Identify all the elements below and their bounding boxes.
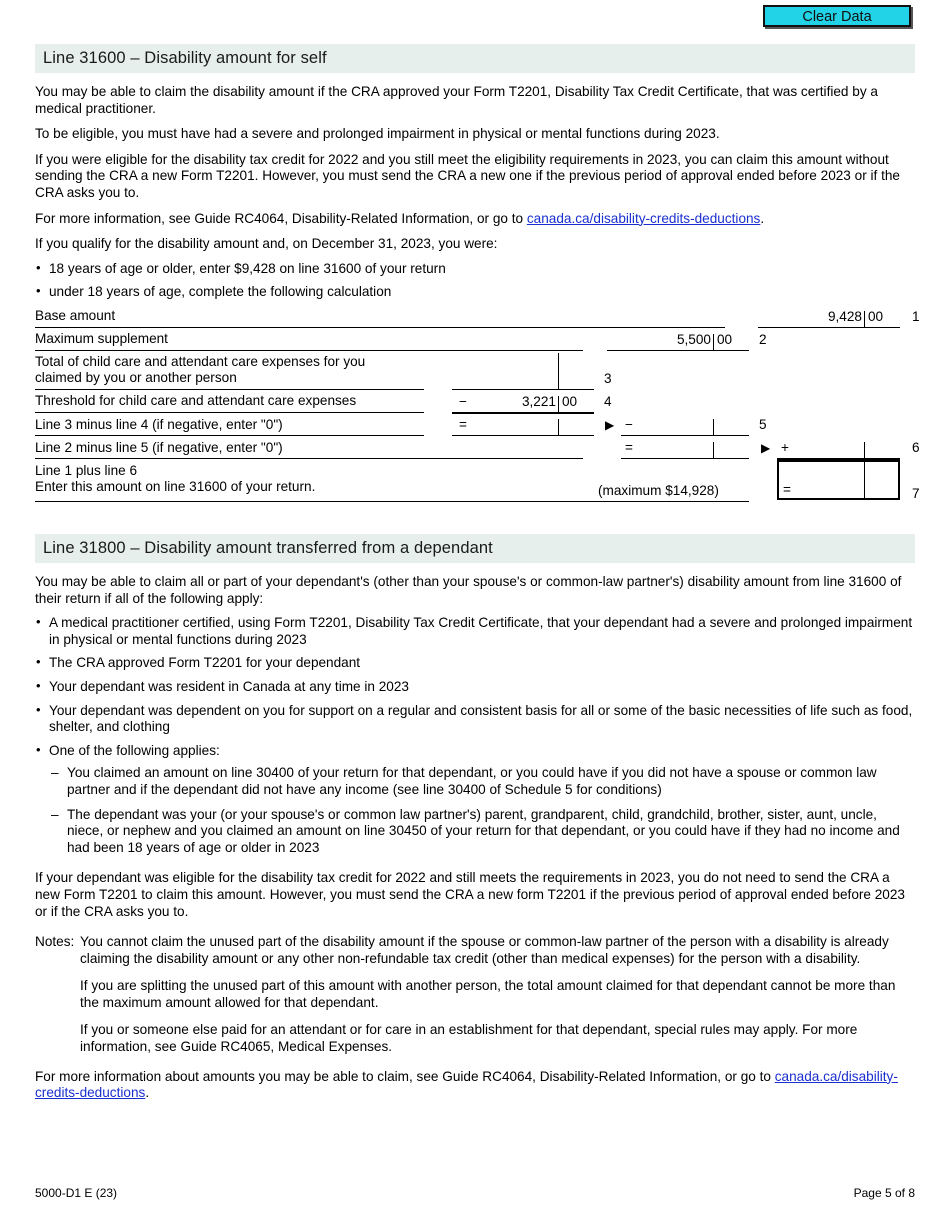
calc-row5-label: Line 3 minus line 4 (if negative, enter "0") xyxy=(35,417,283,432)
calc-row6-field-rule xyxy=(621,458,749,459)
section-31600-heading: Line 31600 – Disability amount for self xyxy=(35,44,915,73)
calc-row5-decimal-bar-left xyxy=(558,419,559,435)
list-item: • A medical practitioner certified, using Form T2201, Disability Tax Credit Certificate, that your dependant had a severe and prolonged impairment in physical or mental functions during 2023 xyxy=(35,615,915,648)
calc-row5-decimal-bar-right xyxy=(713,419,714,435)
page-footer xyxy=(35,1186,915,1200)
link-disability-credits-deductions-1[interactable]: canada.ca/disability-credits-deductions xyxy=(526,210,761,226)
para-claim-eligibility: You may be able to claim the disability amount if the CRA approved your Form T2201, Disability Tax Credit Certificate, that was certified by a medical practitioner. xyxy=(35,84,878,116)
para-severe-prolonged: To be eligible, you must have had a severe and prolonged impairment in physical or mental functions during 2023. xyxy=(35,126,720,142)
para-more-info-2-post: . xyxy=(145,1085,150,1101)
calc-row5-arrow-icon: ▶ xyxy=(605,418,615,432)
section-31600 xyxy=(35,44,915,308)
calc-row3-decimal-bar xyxy=(558,353,559,389)
calc-row6-rule xyxy=(35,458,583,459)
calc-row4-field-rule xyxy=(452,412,594,414)
para-qualify-intro: If you qualify for the disability amount and, on December 31, 2023, you were: xyxy=(35,236,498,252)
calc-row5-field-rule xyxy=(452,435,594,436)
calc-row4-decimal-bar xyxy=(558,396,559,412)
calc-row2-amount: 5,500 xyxy=(676,332,711,347)
calc-row7-result-box[interactable] xyxy=(777,460,900,500)
calc-row6-decimal-bar-right xyxy=(864,442,865,458)
list-transfer-conditions xyxy=(35,615,915,759)
calc-row3-number: 3 xyxy=(604,371,612,386)
calc-row5-rule xyxy=(35,435,424,436)
calc-row3-rule xyxy=(35,389,424,390)
calc-row1-amount: 9,428 xyxy=(827,309,862,324)
calc-row1-decimal-bar xyxy=(864,311,865,327)
form-code: 5000-D1 E (23) xyxy=(35,1186,118,1200)
calc-row5-number: 5 xyxy=(759,417,767,432)
list-item: – The dependant was your (or your spouse's or common law partner's) parent, grandparent, child, grandchild, brother, sister, aunt, uncle, niece, or nephew and you claimed an amount on line 30450 of your return for that dependant, or you could have if they had no income and had been 18 years of age or older in 2023 xyxy=(49,807,915,857)
para-more-info-1 xyxy=(35,211,915,228)
calc-row5-operator-left: = xyxy=(459,417,467,432)
calc-row4-amount: 3,221 xyxy=(521,394,556,409)
calc-row6-decimal-bar-left xyxy=(713,442,714,458)
calc-row1-field-rule xyxy=(758,327,900,328)
notes-first-row xyxy=(35,934,915,967)
clear-data-button[interactable]: Clear Data xyxy=(763,5,911,27)
calc-row2-label: Maximum supplement xyxy=(35,331,168,346)
calc-row4-cents: 00 xyxy=(562,394,578,409)
para-more-info-1-post: . xyxy=(760,210,765,226)
calc-row7-rule xyxy=(35,501,749,502)
section-31800-heading: Line 31800 – Disability amount transferred from a dependant xyxy=(35,534,915,563)
list-item: • One of the following applies: xyxy=(35,743,915,760)
calc-row6-operator-right: + xyxy=(781,440,789,455)
notes-label: Notes: xyxy=(35,934,75,950)
calc-row3-field-rule xyxy=(452,389,594,390)
calc-row7-maximum-note: (maximum $14,928) xyxy=(598,483,719,498)
list-age-conditions xyxy=(35,261,915,301)
list-item: • under 18 years of age, complete the following calculation xyxy=(35,284,915,301)
calc-row4-label: Threshold for child care and attendant care expenses xyxy=(35,393,357,408)
note-text-3: If you or someone else paid for an attendant or for care in an establishment for that dependant, special rules may apply. For more information, see Guide RC4065, Medical Expenses. xyxy=(80,1022,858,1055)
calc-row3-label-line2: claimed by you or another person xyxy=(35,370,237,385)
calc-row4-operator: − xyxy=(459,394,467,409)
calc-row2-number: 2 xyxy=(759,332,767,347)
list-transfer-subconditions xyxy=(49,765,915,856)
note-text-1: You cannot claim the unused part of the disability amount if the spouse or common-law partner of the person with a disability is already claiming the disability amount or any other non-refundable tax credit (other than medical expenses) for the person with a disability. xyxy=(80,934,889,966)
notes-block xyxy=(35,934,915,1056)
calc-row1-cents: 00 xyxy=(868,309,884,324)
para-more-info-2 xyxy=(35,1069,915,1102)
calc-row5-field-rule-right xyxy=(621,435,749,436)
calc-row7-number: 7 xyxy=(912,486,920,501)
calc-row2-field-rule xyxy=(607,350,749,351)
list-item: • The CRA approved Form T2201 for your dependant xyxy=(35,655,915,672)
calc-row7-decimal-bar xyxy=(864,460,865,500)
para-prior-year-credit: If you were eligible for the disability tax credit for 2022 and you still meet the eligibility requirements in 2023, you can claim this amount without sending the CRA a new Form T2201. However, you must send the CRA a new one if the previous period of approval ended before 2023 or if the CRA asks you to. xyxy=(35,151,900,200)
link-disability-credits-deductions-2[interactable]: canada.ca/disability-credits-deductions xyxy=(35,1068,898,1101)
calc-row4-number: 4 xyxy=(604,394,612,409)
calc-row3-label-line1: Total of child care and attendant care expenses for you xyxy=(35,354,366,369)
calc-row6-arrow-icon: ▶ xyxy=(761,441,771,455)
para-dependant-prior-year: If your dependant was eligible for the disability tax credit for 2022 and still meets the requirements in 2023, you do not need to send the CRA a new Form T2201 to claim this amount. However, you must send the CRA a new form T2201 if the previous period of approval ended before 2023 or if the CRA asks you to. xyxy=(35,870,905,919)
calc-row2-cents: 00 xyxy=(717,332,733,347)
calculation-table xyxy=(35,308,920,508)
calc-row6-number: 6 xyxy=(912,440,920,455)
calc-row4-rule xyxy=(35,412,424,413)
calc-row1-rule xyxy=(35,327,725,328)
calc-row7-label-line1: Line 1 plus line 6 xyxy=(35,463,138,478)
calc-row2-rule xyxy=(35,350,583,351)
calc-row5-operator-right: − xyxy=(625,417,633,432)
section-31800 xyxy=(35,534,915,1111)
page-number: Page 5 of 8 xyxy=(853,1186,915,1200)
calc-row6-label: Line 2 minus line 5 (if negative, enter "0") xyxy=(35,440,283,455)
list-item: • Your dependant was resident in Canada at any time in 2023 xyxy=(35,679,915,696)
calc-row2-decimal-bar xyxy=(713,334,714,350)
calc-row7-operator: = xyxy=(783,482,791,497)
para-transfer-intro: You may be able to claim all or part of your dependant's (other than your spouse's or common-law partner's) disability amount from line 31600 of their return if all of the following apply: xyxy=(35,574,902,606)
para-more-info-1-pre: For more information, see Guide RC4064, Disability-Related Information, or go to xyxy=(35,210,527,226)
list-item: – You claimed an amount on line 30400 of your return for that dependant, or you could have if you did not have a spouse or common law partner and if the dependant did not have any income (see line 30400 of Schedule 5 for conditions) xyxy=(49,765,915,798)
calc-row7-label-line2: Enter this amount on line 31600 of your return. xyxy=(35,479,316,494)
para-more-info-2-pre: For more information about amounts you may be able to claim, see Guide RC4064, Disability-Related Information, or go to xyxy=(35,1068,775,1084)
note-text-2: If you are splitting the unused part of this amount with another person, the total amount claimed for that dependant cannot be more than the maximum amount allowed for that dependant. xyxy=(80,978,896,1010)
calc-row6-operator-left: = xyxy=(625,440,633,455)
calc-row1-label: Base amount xyxy=(35,308,116,323)
list-item: • 18 years of age or older, enter $9,428 on line 31600 of your return xyxy=(35,261,915,278)
list-item: • Your dependant was dependent on you for support on a regular and consistent basis for all or some of the basic necessities of life such as food, shelter, and clothing xyxy=(35,703,915,736)
calc-row1-number: 1 xyxy=(912,309,920,324)
